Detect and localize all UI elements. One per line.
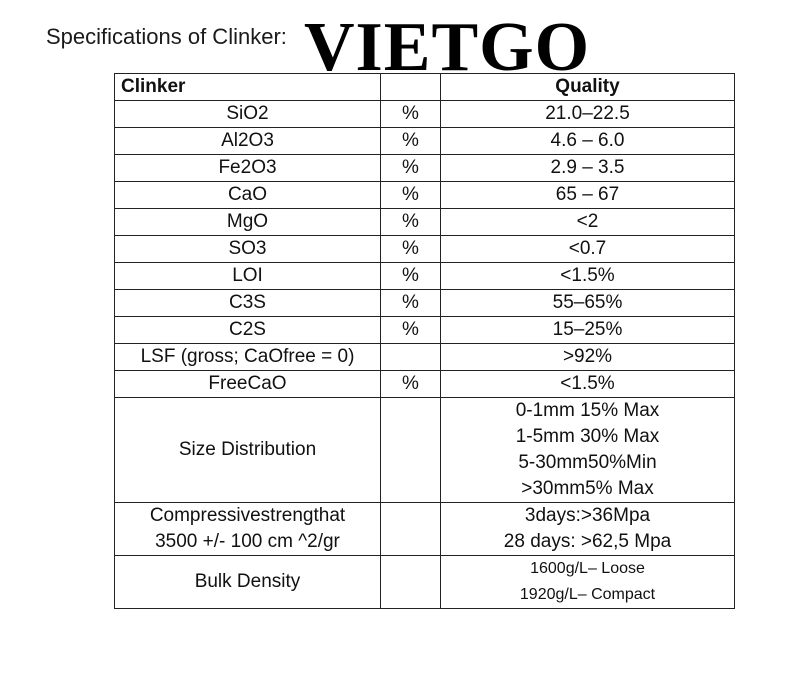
table-row [115, 128, 735, 155]
table-row [115, 344, 735, 371]
parameter-unit: % [381, 155, 441, 182]
parameter-name [115, 503, 381, 556]
name-line: 3500 +/- 100 cm ^2/gr [155, 531, 340, 552]
parameter-name: Fe2O3 [115, 155, 381, 182]
parameter-unit: % [381, 263, 441, 290]
compressive-strength-row [115, 503, 735, 556]
parameter-value [441, 398, 735, 503]
parameter-value: <1.5% [441, 371, 735, 398]
parameter-name: FreeCaO [115, 371, 381, 398]
parameter-value: 4.6 – 6.0 [441, 128, 735, 155]
parameter-name: Bulk Density [115, 556, 381, 609]
parameter-unit: % [381, 209, 441, 236]
parameter-unit: % [381, 371, 441, 398]
header-clinker: Clinker [115, 74, 381, 101]
density-line: 1600g/L– Loose [530, 560, 645, 577]
parameter-unit: % [381, 101, 441, 128]
parameter-value: <0.7 [441, 236, 735, 263]
table-row [115, 236, 735, 263]
size-line: 5-30mm50%Min [518, 452, 657, 473]
size-line: 1-5mm 30% Max [515, 426, 660, 447]
parameter-unit [381, 398, 441, 503]
table-row [115, 209, 735, 236]
parameter-name: SiO2 [115, 101, 381, 128]
parameter-value: 15–25% [441, 317, 735, 344]
size-line: 0-1mm 15% Max [515, 400, 660, 421]
parameter-unit: % [381, 236, 441, 263]
parameter-unit [381, 344, 441, 371]
parameter-name: Al2O3 [115, 128, 381, 155]
parameter-name: LOI [115, 263, 381, 290]
parameter-value [441, 503, 735, 556]
parameter-name: Size Distribution [115, 398, 381, 503]
parameter-unit [381, 556, 441, 609]
table-row [115, 317, 735, 344]
parameter-unit: % [381, 290, 441, 317]
table-row [115, 263, 735, 290]
parameter-name: C3S [115, 290, 381, 317]
size-line: >30mm5% Max [521, 478, 654, 499]
bulk-density-row [115, 556, 735, 609]
header-quality: Quality [441, 74, 735, 101]
parameter-value [441, 556, 735, 609]
parameter-unit [381, 503, 441, 556]
strength-line: 28 days: >62,5 Mpa [503, 531, 672, 552]
name-line: Compressivestrengthat [149, 505, 346, 526]
parameter-unit: % [381, 182, 441, 209]
table-row [115, 155, 735, 182]
strength-line: 3days:>36Mpa [524, 505, 651, 526]
density-line: 1920g/L– Compact [519, 586, 656, 603]
size-distribution-row [115, 398, 735, 503]
parameter-value: <2 [441, 209, 735, 236]
table-row [115, 290, 735, 317]
document-heading: Specifications of Clinker: [46, 24, 287, 49]
clinker-spec-table [114, 73, 735, 609]
vietgo-watermark: VIETGO [304, 9, 591, 86]
parameter-unit: % [381, 317, 441, 344]
table-row [115, 182, 735, 209]
parameter-unit: % [381, 128, 441, 155]
parameter-value: 55–65% [441, 290, 735, 317]
table-row [115, 371, 735, 398]
parameter-value: 65 – 67 [441, 182, 735, 209]
parameter-value: 21.0–22.5 [441, 101, 735, 128]
parameter-value: 2.9 – 3.5 [441, 155, 735, 182]
parameter-value: <1.5% [441, 263, 735, 290]
parameter-name: C2S [115, 317, 381, 344]
table-row [115, 101, 735, 128]
parameter-name: SO3 [115, 236, 381, 263]
parameter-name: CaO [115, 182, 381, 209]
parameter-name: LSF (gross; CaOfree = 0) [115, 344, 381, 371]
parameter-value: >92% [441, 344, 735, 371]
parameter-name: MgO [115, 209, 381, 236]
